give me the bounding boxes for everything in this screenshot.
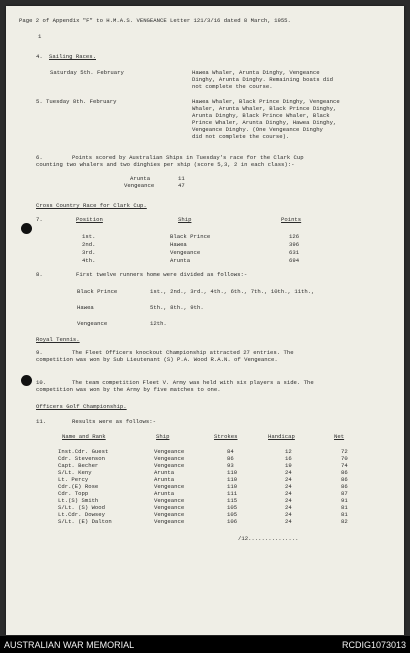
col-position: Position [76,216,103,223]
golf-cell-handicap: 24 [285,476,292,483]
p10-line2: competition was won by the Army by five matches to one. [36,386,221,393]
golf-cell-ship: Vengeance [154,504,185,511]
golf-cell-ship: Arunta [154,469,175,476]
s5-line: Vengeance Dinghy. (One Vengeance Dinghy [192,126,323,133]
golf-cell-net: 86 [341,469,348,476]
golf-cell-name: Lt. Percy [58,476,89,483]
golf-cell-handicap: 24 [285,504,292,511]
golf-cell-strokes: 110 [227,469,238,476]
golf-cell-handicap: 12 [285,448,292,455]
s6-line2: counting two whalers and two dinghies per ship (score 5,3, 2 in each class):- [36,161,295,168]
s5-line: Arunta Dinghy, Black Prince Whaler, Black [192,112,330,119]
golf-cell-net: 81 [341,504,348,511]
golf-cell-handicap: 24 [285,511,292,518]
cc-ship: Hawea [170,241,187,248]
p9-line2: competition was won by Sub Lieutenant (S) P.A. Wood R.A.N. of Vengeance. [36,356,278,363]
sailing-races-heading: Sailing Races. [49,53,96,60]
golf-heading: Officers Golf Championship. [36,403,127,410]
p10-line1: The team competition Fleet V. Army was held with six players a side. The [72,379,314,386]
record-id: RCDIG1073013 [341,640,406,650]
golf-cell-net: 87 [341,490,348,497]
col-ship: Ship [178,216,192,223]
golf-cell-ship: Vengeance [154,518,185,525]
s4-date: Saturday 5th. February [50,69,124,76]
golf-col-name: Name and Rank [62,433,106,440]
golf-cell-handicap: 24 [285,518,292,525]
golf-cell-strokes: 110 [227,483,238,490]
golf-cell-strokes: 110 [227,476,238,483]
s11-number: 11. [36,418,47,425]
archive-name: AUSTRALIAN WAR MEMORIAL [4,640,135,650]
golf-cell-ship: Vengeance [154,448,185,455]
binder-hole [21,223,32,234]
s5-line: Prince Whaler, Arunta Dinghy, Hawea Dinghy, [192,119,337,126]
cc-ship: Vengeance [170,249,201,256]
golf-cell-strokes: 105 [227,511,238,518]
col-points: Points [281,216,302,223]
golf-cell-ship: Vengeance [154,462,185,469]
golf-cell-net: 82 [341,518,348,525]
s5-number: 5. [36,98,43,105]
s8-places: 5th., 8th., 9th. [150,304,204,311]
s8-ship: Black Prince [77,288,118,295]
golf-cell-handicap: 19 [285,462,292,469]
golf-cell-ship: Vengeance [154,511,185,518]
golf-cell-net: 86 [341,483,348,490]
golf-cell-strokes: 86 [227,455,234,462]
cc-ship: Black Prince [170,233,211,240]
golf-cell-handicap: 24 [285,490,292,497]
s6-ship: Arunta [130,175,151,182]
s6-ship: Vengeance [124,182,155,189]
golf-cell-net: 81 [341,511,348,518]
page-header: Page 2 of Appendix "F" to H.M.A.S. VENGEANCE Letter 121/3/16 dated 8 March, 1955. [19,17,291,24]
golf-cell-handicap: 16 [285,455,292,462]
golf-cell-name: Lt.(S) Smith [58,497,99,504]
s8-number: 8. [36,271,43,278]
golf-cell-net: 72 [341,448,348,455]
s6-points: 11 [178,175,185,182]
golf-col-ship: Ship [156,433,170,440]
cc-points: 694 [289,257,300,264]
s8-ship: Hawea [77,304,94,311]
golf-cell-net: 91 [341,497,348,504]
golf-cell-strokes: 93 [227,462,234,469]
golf-cell-handicap: 24 [285,469,292,476]
golf-cell-ship: Vengeance [154,455,185,462]
s5-line: Hawea Whaler, Black Prince Dinghy, Vengeance [192,98,340,105]
golf-col-strokes: Strokes [214,433,238,440]
golf-cell-net: 70 [341,455,348,462]
cc-pos: 4th. [82,257,96,264]
corner-mark: 1 [38,33,42,40]
binder-hole [21,375,32,386]
cc-pos: 3rd. [82,249,96,256]
cc-pos: 1st. [82,233,96,240]
s5-line: Whaler, Arunta Whaler, Black Prince Dinghy, [192,105,337,112]
p9-number: 9. [36,349,43,356]
cc-points: 631 [289,249,300,256]
cross-country-heading: Cross Country Race for Clark Cup. [36,202,147,209]
golf-cell-name: S/Lt. Keny [58,469,92,476]
golf-cell-strokes: 111 [227,490,238,497]
s7-number: 7. [36,216,43,223]
cc-points: 126 [289,233,300,240]
golf-cell-name: S/Lt. (E) Dalton [58,518,112,525]
p10-number: 10. [36,379,47,386]
cc-points: 396 [289,241,300,248]
golf-cell-handicap: 24 [285,483,292,490]
royal-tennis-heading: Royal Tennis. [36,336,80,343]
archive-footer [0,636,410,653]
golf-cell-ship: Vengeance [154,483,185,490]
golf-cell-strokes: 84 [227,448,234,455]
s5-line: did not complete the course). [192,133,290,140]
golf-cell-ship: Arunta [154,476,175,483]
golf-cell-ship: Arunta [154,490,175,497]
document-page [6,6,404,635]
s4-number: 4. [36,53,43,60]
golf-cell-name: Capt. Becher [58,462,99,469]
s4-line: Dinghy, Arunta Dinghy. Remaining boats did [192,76,333,83]
golf-cell-name: Cdr.(E) Rose [58,483,99,490]
golf-col-net: Net [334,433,345,440]
s4-line: not complete the course. [192,83,273,90]
golf-cell-strokes: 105 [227,504,238,511]
golf-cell-name: Inst.Cdr. Guest [58,448,109,455]
s5-date: Tuesday 8th. February [46,98,117,105]
golf-cell-strokes: 106 [227,518,238,525]
golf-intro: Results were as follows:- [72,418,156,425]
s6-points: 47 [178,182,185,189]
p9-line1: The Fleet Officers knockout Championship attracted 27 entries. The [72,349,294,356]
cc-ship: Arunta [170,257,191,264]
golf-cell-strokes: 115 [227,497,238,504]
s8-places: 1st., 2nd., 3rd., 4th., 6th., 7th., 10th., 11th., [150,288,315,295]
golf-cell-name: Cdr. Stevenson [58,455,105,462]
golf-cell-ship: Vengeance [154,497,185,504]
golf-cell-name: Lt.Cdr. Dowsey [58,511,105,518]
s8-places: 12th. [150,320,167,327]
s8-intro: First twelve runners home were divided as follows:- [76,271,248,278]
golf-cell-name: S/Lt. (S) Wood [58,504,105,511]
s8-ship: Vengeance [77,320,108,327]
s6-line1: Points scored by Australian Ships in Tuesday's race for the Clark Cup [72,154,304,161]
cc-pos: 2nd. [82,241,96,248]
golf-cell-net: 74 [341,462,348,469]
golf-cell-net: 86 [341,476,348,483]
golf-cell-name: Cdr. Topp [58,490,89,497]
continuation-mark: /12............... [238,535,299,542]
s6-number: 6. [36,154,43,161]
golf-col-handicap: Handicap [268,433,295,440]
golf-cell-handicap: 24 [285,497,292,504]
s4-line: Hawea Whaler, Arunta Dinghy, Vengeance [192,69,320,76]
